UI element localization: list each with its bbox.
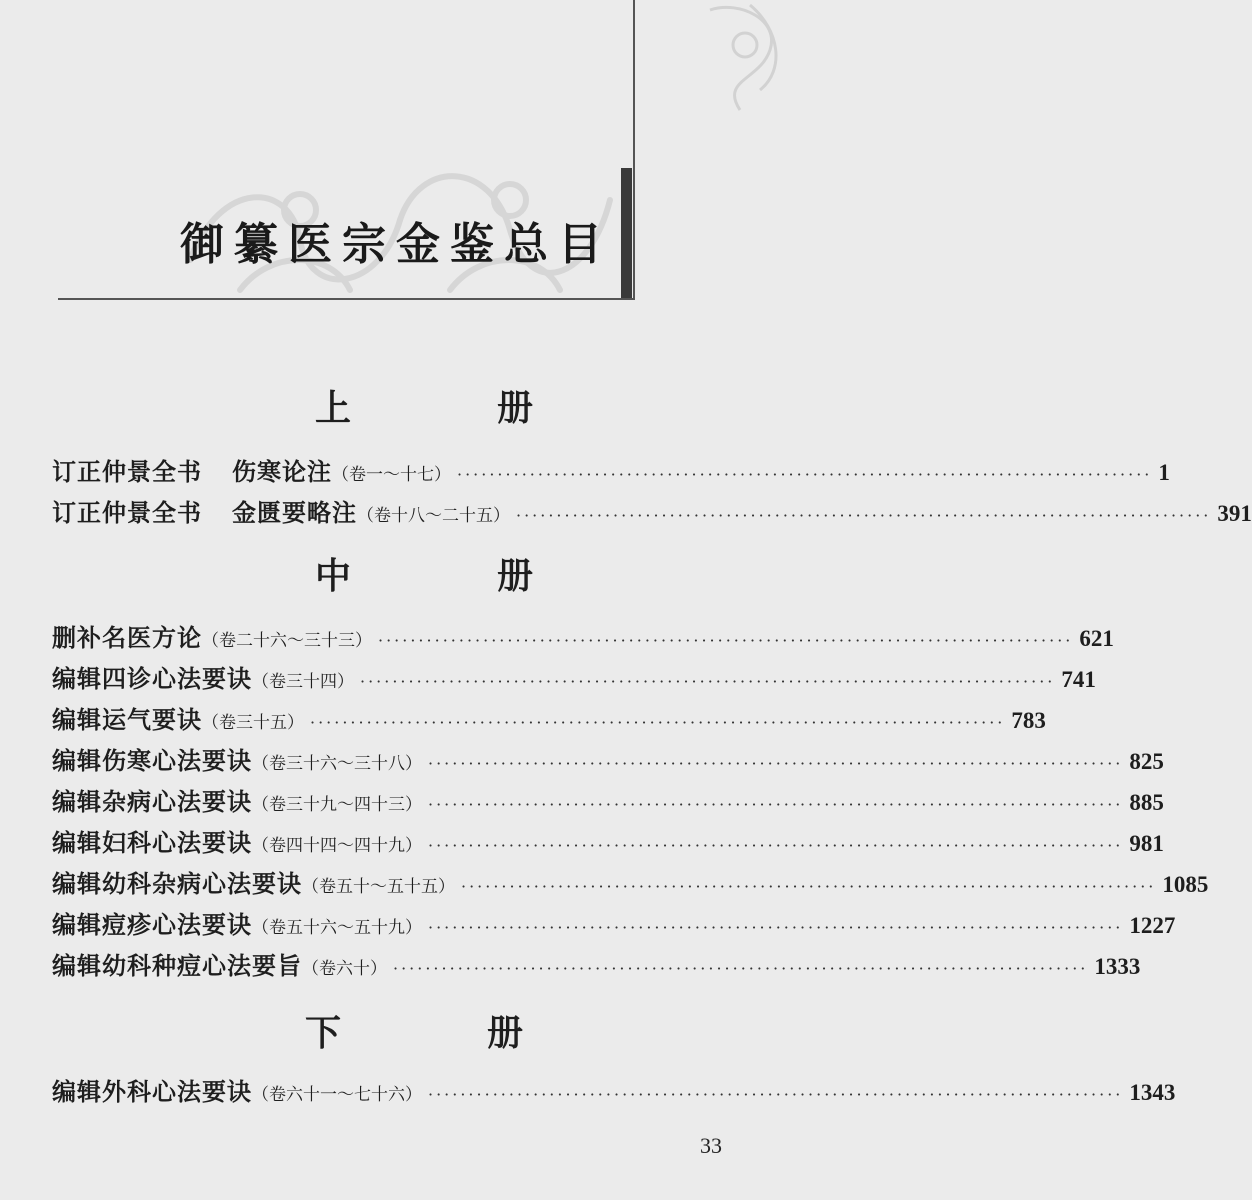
- entry-title: 编辑幼科杂病心法要诀: [52, 869, 302, 898]
- volume-heading-middle: 中 册: [315, 555, 589, 597]
- entry-volume-range: （卷五十六～五十九）: [252, 918, 422, 938]
- page-number: 33: [700, 1133, 722, 1158]
- entry-volume-range: （卷三十九～四十三）: [252, 795, 422, 815]
- entry-page-number: 1343: [1129, 1080, 1176, 1105]
- entry-volume-range: （卷一～十七）: [332, 465, 451, 485]
- entry-volume-range: （卷三十六～三十八）: [252, 754, 422, 774]
- entry-volume-range: （卷三十五）: [202, 713, 304, 733]
- dot-leader: ······················································································: [428, 918, 1124, 937]
- toc-entry[interactable]: [52, 700, 1046, 736]
- dot-leader: ······················································································: [428, 1085, 1124, 1104]
- dot-leader: ······················································································: [461, 877, 1157, 896]
- entry-title: 伤寒论注: [232, 457, 332, 486]
- entry-title: 编辑妇科心法要诀: [52, 828, 252, 857]
- dot-leader: ······················································································: [378, 631, 1074, 650]
- toc-entry[interactable]: [52, 823, 1164, 859]
- dot-leader: ······················································································: [428, 836, 1124, 855]
- entry-page-number: 621: [1079, 626, 1114, 651]
- toc-entry[interactable]: [52, 905, 1176, 941]
- toc-entry[interactable]: [52, 493, 1252, 529]
- entry-title: 编辑痘疹心法要诀: [52, 910, 252, 939]
- toc-entry[interactable]: [52, 782, 1164, 818]
- entry-title: 编辑幼科种痘心法要旨: [52, 951, 302, 980]
- entry-volume-range: （卷十八～二十五）: [357, 506, 510, 526]
- entry-title: 金匮要略注: [232, 498, 357, 527]
- dot-leader: ······················································································: [457, 465, 1153, 484]
- toc-entry[interactable]: [52, 659, 1096, 695]
- entry-volume-range: （卷三十四）: [252, 672, 354, 692]
- entry-page-number: 1085: [1162, 872, 1209, 897]
- entry-title: 编辑四诊心法要诀: [52, 664, 252, 693]
- entry-page-number: 1227: [1129, 913, 1176, 938]
- corner-ornament-icon: [700, 0, 790, 130]
- toc-entry[interactable]: [52, 618, 1114, 654]
- entry-title: 编辑伤寒心法要诀: [52, 746, 252, 775]
- volume-heading-lower: 下 册: [305, 1012, 579, 1054]
- entry-page-number: 825: [1129, 749, 1164, 774]
- entry-page-number: 391: [1217, 501, 1252, 526]
- toc-entry[interactable]: [52, 1072, 1176, 1108]
- toc-entry[interactable]: [52, 864, 1209, 900]
- entry-page-number: 741: [1061, 667, 1096, 692]
- entry-page-number: 1: [1158, 460, 1170, 485]
- dot-leader: ······················································································: [428, 754, 1124, 773]
- entry-page-number: 981: [1129, 831, 1164, 856]
- entry-series: 订正仲景全书: [52, 498, 202, 527]
- page-title: 御纂医宗金鉴总目: [180, 219, 612, 270]
- dot-leader: ······················································································: [428, 795, 1124, 814]
- entry-volume-range: （卷四十四～四十九）: [252, 836, 422, 856]
- dot-leader: ······················································································: [310, 713, 1006, 732]
- toc-entry[interactable]: [52, 452, 1170, 488]
- dot-leader: ······················································································: [360, 672, 1056, 691]
- title-accent-bar: [621, 168, 632, 298]
- entry-title: 编辑外科心法要诀: [52, 1077, 252, 1106]
- entry-volume-range: （卷五十～五十五）: [302, 877, 455, 897]
- dot-leader: ······················································································: [393, 959, 1089, 978]
- entry-page-number: 885: [1129, 790, 1164, 815]
- entry-series: 订正仲景全书: [52, 457, 202, 486]
- entry-volume-range: （卷六十）: [302, 959, 387, 979]
- volume-heading-upper: 上 册: [315, 387, 589, 429]
- entry-volume-range: （卷六十一～七十六）: [252, 1085, 422, 1105]
- entry-title: 编辑运气要诀: [52, 705, 202, 734]
- toc-entry[interactable]: [52, 946, 1141, 982]
- entry-title: 删补名医方论: [52, 623, 202, 652]
- entry-page-number: 783: [1011, 708, 1046, 733]
- entry-volume-range: （卷二十六～三十三）: [202, 631, 372, 651]
- dot-leader: ······················································································: [516, 506, 1212, 525]
- entry-title: 编辑杂病心法要诀: [52, 787, 252, 816]
- entry-page-number: 1333: [1094, 954, 1141, 979]
- toc-entry[interactable]: [52, 741, 1164, 777]
